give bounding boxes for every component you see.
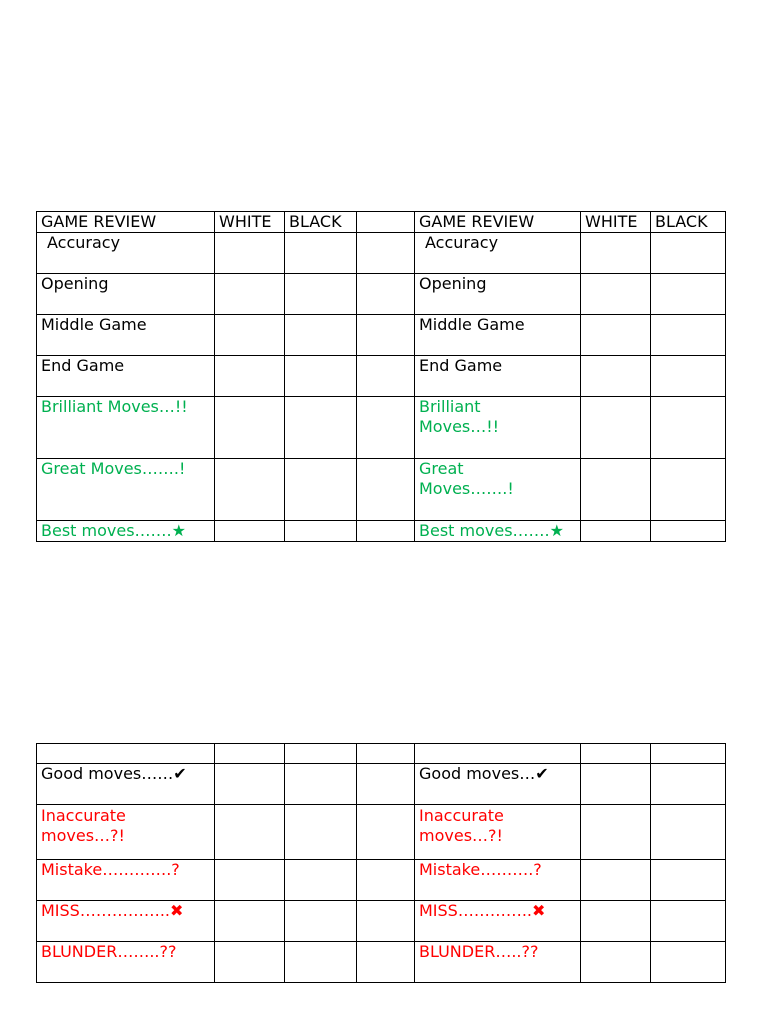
middle-game-row — [37, 315, 726, 356]
inaccurate-white-right — [581, 805, 651, 860]
inaccurate-moves-label-left — [37, 805, 215, 860]
header-row — [37, 212, 726, 233]
middle-game-black-left — [285, 315, 357, 356]
inaccurate-black-right — [651, 805, 726, 860]
white-header-left: WHITE — [215, 212, 285, 233]
miss-text: MISS…………….. — [41, 901, 171, 920]
miss-row — [37, 901, 726, 942]
inaccurate-black-left — [285, 805, 357, 860]
game-review-table-top — [36, 211, 726, 542]
mistake-text: Mistake………. — [419, 860, 534, 879]
accuracy-white-right — [581, 233, 651, 274]
miss-white-left — [215, 901, 285, 942]
empty-cell — [37, 744, 215, 764]
middle-game-black-right — [651, 315, 726, 356]
best-black-right — [651, 521, 726, 542]
miss-label-right — [415, 901, 581, 942]
opening-white-right — [581, 274, 651, 315]
miss-white-right — [581, 901, 651, 942]
great-black-left — [285, 459, 357, 521]
spacer-cell — [357, 805, 415, 860]
spacer-cell — [357, 233, 415, 274]
brilliant-moves-row — [37, 397, 726, 459]
opening-black-right — [651, 274, 726, 315]
brilliant-black-left — [285, 397, 357, 459]
miss-text: MISS………….. — [419, 901, 533, 920]
great-black-right — [651, 459, 726, 521]
mistake-row — [37, 860, 726, 901]
accuracy-row — [37, 233, 726, 274]
empty-header-row — [37, 744, 726, 764]
mistake-black-right — [651, 860, 726, 901]
mistake-label-right — [415, 860, 581, 901]
check-icon: ✔ — [535, 764, 549, 783]
miss-black-left — [285, 901, 357, 942]
middle-game-label-left: Middle Game — [37, 315, 215, 356]
spacer-cell — [357, 942, 415, 983]
brilliant-line-2: Moves…!! — [419, 417, 500, 436]
good-white-left — [215, 764, 285, 805]
white-header-right: WHITE — [581, 212, 651, 233]
accuracy-white-left — [215, 233, 285, 274]
empty-cell — [581, 744, 651, 764]
blunder-white-left — [215, 942, 285, 983]
blunder-text: BLUNDER…….. — [41, 942, 160, 961]
end-game-row — [37, 356, 726, 397]
black-header-right: BLACK — [651, 212, 726, 233]
inaccurate-moves-row — [37, 805, 726, 860]
opening-label-left: Opening — [37, 274, 215, 315]
game-review-header-left: GAME REVIEW — [37, 212, 215, 233]
spacer-cell — [357, 860, 415, 901]
end-game-label-right: End Game — [415, 356, 581, 397]
best-white-left — [215, 521, 285, 542]
good-moves-text: Good moves… — [419, 764, 536, 783]
spacer-cell — [357, 212, 415, 233]
middle-game-white-right — [581, 315, 651, 356]
best-black-left — [285, 521, 357, 542]
inaccurate-line-2: moves…?! — [419, 826, 503, 845]
good-moves-label-right — [415, 764, 581, 805]
spacer-cell — [357, 521, 415, 542]
double-question-icon: ?? — [521, 942, 539, 961]
spacer-cell — [357, 315, 415, 356]
blunder-row — [37, 942, 726, 983]
blunder-white-right — [581, 942, 651, 983]
cross-icon: ✖ — [170, 901, 184, 920]
end-game-black-right — [651, 356, 726, 397]
great-line-1: Great — [419, 459, 464, 478]
check-icon: ✔ — [173, 764, 187, 783]
good-black-right — [651, 764, 726, 805]
good-moves-text: Good moves…… — [41, 764, 174, 783]
spacer-cell — [357, 764, 415, 805]
mistake-white-left — [215, 860, 285, 901]
inaccurate-white-left — [215, 805, 285, 860]
good-moves-row — [37, 764, 726, 805]
middle-game-label-right: Middle Game — [415, 315, 581, 356]
spacer-cell — [357, 397, 415, 459]
great-moves-row — [37, 459, 726, 521]
game-review-table-bottom — [36, 743, 726, 983]
opening-white-left — [215, 274, 285, 315]
mistake-label-left — [37, 860, 215, 901]
brilliant-line-1: Brilliant — [419, 397, 481, 416]
game-review-header-right: GAME REVIEW — [415, 212, 581, 233]
empty-cell — [651, 744, 726, 764]
best-white-right — [581, 521, 651, 542]
best-moves-text: Best moves……. — [419, 521, 550, 540]
brilliant-white-right — [581, 397, 651, 459]
end-game-white-right — [581, 356, 651, 397]
great-line-2: Moves…….! — [419, 479, 514, 498]
brilliant-moves-label-left: Brilliant Moves…!! — [37, 397, 215, 459]
great-white-right — [581, 459, 651, 521]
accuracy-label-right: Accuracy — [415, 233, 581, 274]
good-moves-label-left — [37, 764, 215, 805]
spacer-cell — [357, 274, 415, 315]
spacer-cell — [357, 744, 415, 764]
miss-black-right — [651, 901, 726, 942]
accuracy-label-left: Accuracy — [37, 233, 215, 274]
best-moves-label-right — [415, 521, 581, 542]
best-moves-label-left — [37, 521, 215, 542]
spacer-cell — [357, 901, 415, 942]
star-icon: ★ — [549, 521, 564, 540]
accuracy-black-left — [285, 233, 357, 274]
great-moves-label-left: Great Moves…….! — [37, 459, 215, 521]
brilliant-white-left — [215, 397, 285, 459]
blunder-black-right — [651, 942, 726, 983]
inaccurate-line-1: Inaccurate — [419, 806, 504, 825]
best-moves-row — [37, 521, 726, 542]
brilliant-moves-label-right — [415, 397, 581, 459]
blunder-label-right — [415, 942, 581, 983]
great-white-left — [215, 459, 285, 521]
miss-label-left — [37, 901, 215, 942]
question-icon: ? — [533, 860, 542, 879]
opening-label-right: Opening — [415, 274, 581, 315]
middle-game-white-left — [215, 315, 285, 356]
double-question-icon: ?? — [159, 942, 177, 961]
spacer-cell — [357, 459, 415, 521]
mistake-black-left — [285, 860, 357, 901]
question-icon: ? — [171, 860, 180, 879]
spacer-cell — [357, 356, 415, 397]
empty-cell — [285, 744, 357, 764]
mistake-text: Mistake…………. — [41, 860, 172, 879]
star-icon: ★ — [171, 521, 186, 540]
mistake-white-right — [581, 860, 651, 901]
accuracy-black-right — [651, 233, 726, 274]
end-game-white-left — [215, 356, 285, 397]
good-black-left — [285, 764, 357, 805]
empty-cell — [415, 744, 581, 764]
good-white-right — [581, 764, 651, 805]
opening-black-left — [285, 274, 357, 315]
end-game-label-left: End Game — [37, 356, 215, 397]
brilliant-black-right — [651, 397, 726, 459]
best-moves-text: Best moves……. — [41, 521, 172, 540]
opening-row — [37, 274, 726, 315]
inaccurate-moves-label-right — [415, 805, 581, 860]
great-moves-label-right — [415, 459, 581, 521]
blunder-black-left — [285, 942, 357, 983]
end-game-black-left — [285, 356, 357, 397]
inaccurate-line-1: Inaccurate — [41, 806, 126, 825]
blunder-label-left — [37, 942, 215, 983]
empty-cell — [215, 744, 285, 764]
inaccurate-line-2: moves…?! — [41, 826, 125, 845]
blunder-text: BLUNDER….. — [419, 942, 522, 961]
black-header-left: BLACK — [285, 212, 357, 233]
cross-icon: ✖ — [532, 901, 546, 920]
